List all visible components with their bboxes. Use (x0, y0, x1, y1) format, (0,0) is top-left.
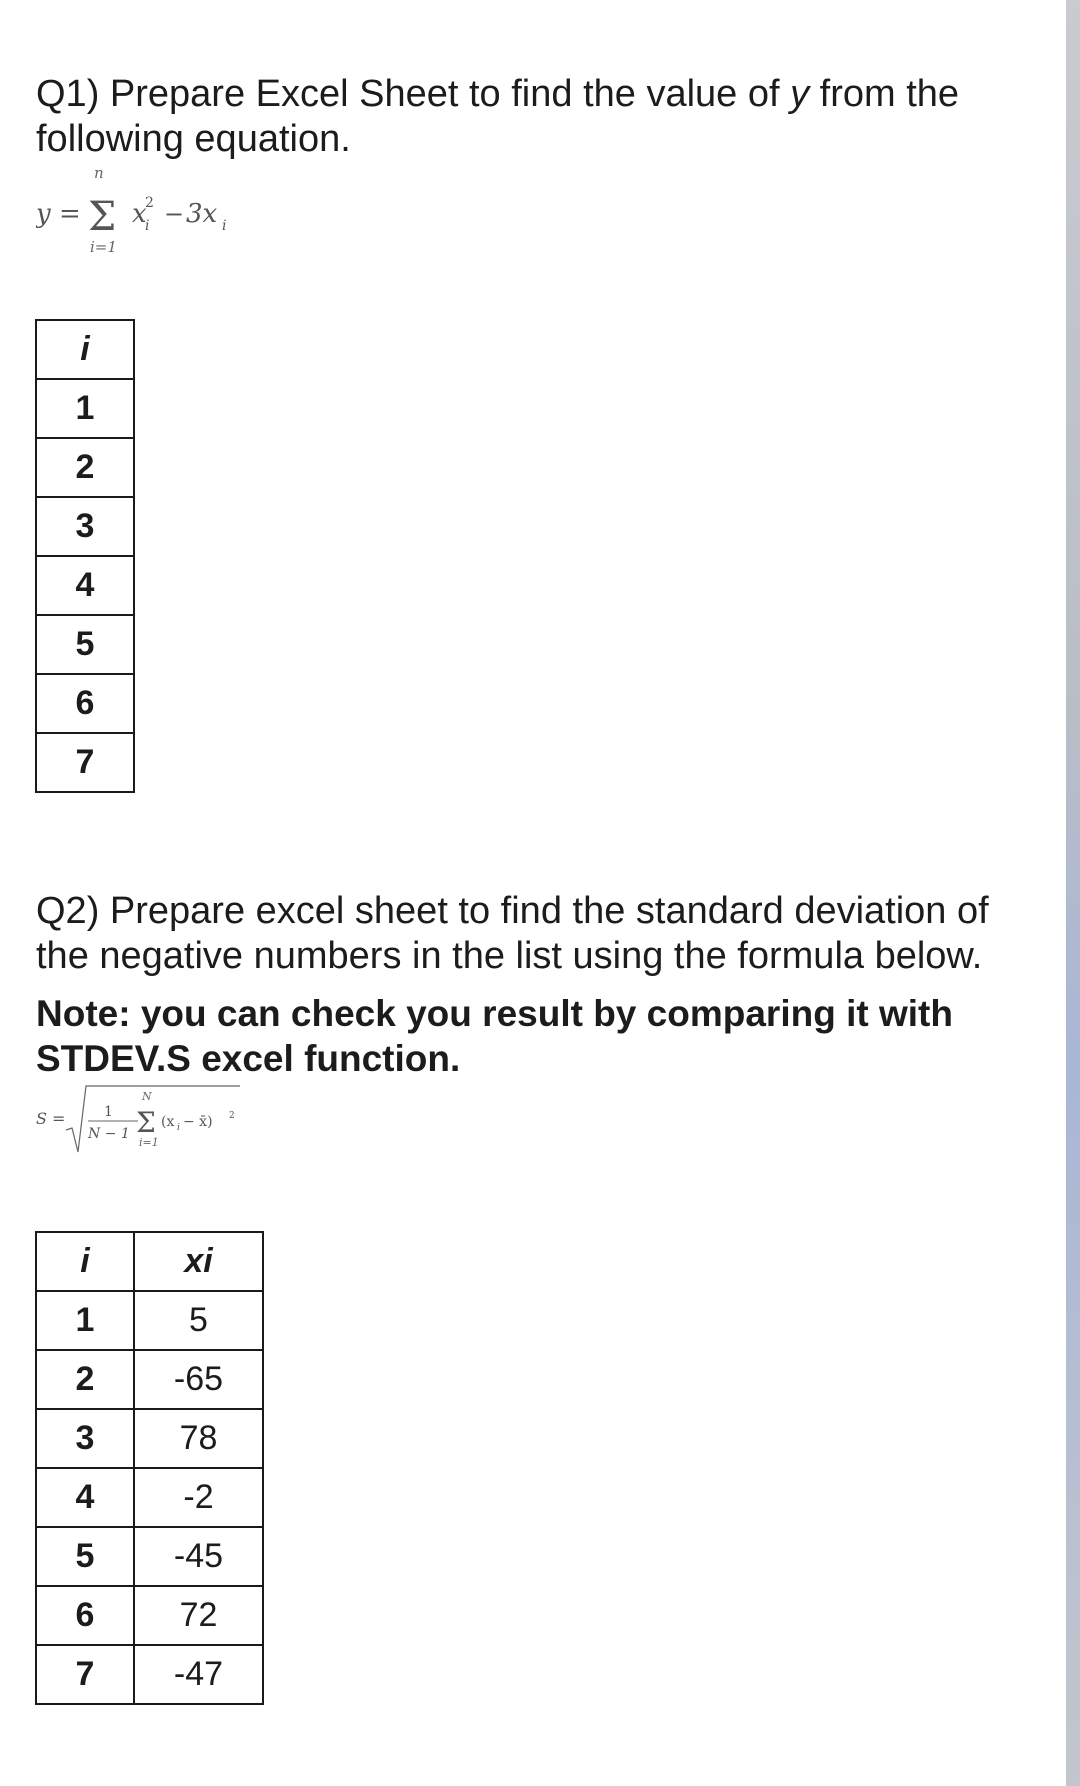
q1-formula-term-base: x (132, 199, 147, 229)
q2-formula-frac-num: 1 (104, 1104, 113, 1120)
q2-formula (36, 1082, 296, 1162)
table-row (36, 1291, 263, 1350)
q1-formula-sum-lower: i=1 (90, 238, 117, 256)
q2-header-i: i (36, 1232, 134, 1291)
q2-cell-i: 2 (36, 1350, 134, 1409)
table-row (36, 674, 134, 733)
q2-formula-lhs: S = (36, 1109, 66, 1128)
q1-formula-lhs: y = (36, 199, 81, 229)
q1-text-part1: Q1) Prepare Excel Sheet to find the value of (36, 73, 791, 115)
q2-cell-i: 4 (36, 1468, 134, 1527)
table-row (36, 615, 134, 674)
table-row (36, 497, 134, 556)
q1-cell-i: 1 (36, 379, 134, 438)
q2-header-xi: xi (134, 1232, 263, 1291)
table-header-row (36, 320, 134, 379)
q2-cell-xi: 72 (134, 1586, 263, 1645)
q1-cell-i: 5 (36, 615, 134, 674)
q1-cell-i: 3 (36, 497, 134, 556)
table-row (36, 1645, 263, 1704)
q2-note: Note: you can check you result by comparing it with STDEV.S excel function. (36, 993, 953, 1079)
q2-formula-sum-lower: i=1 (139, 1136, 159, 1149)
q2-formula-sigma: Σ (136, 1106, 156, 1139)
table-row (36, 1409, 263, 1468)
q1-formula (36, 160, 296, 260)
q1-formula-term-sub: i (145, 218, 150, 234)
q2-formula-sum-upper: N (142, 1090, 152, 1103)
q1-question (36, 72, 1016, 162)
q2-formula-term-rest: − x̄) (183, 1114, 213, 1130)
q2-formula-term: (x (161, 1114, 175, 1130)
q2-formula-frac-den: N − 1 (88, 1126, 130, 1142)
table-row (36, 438, 134, 497)
q1-formula-sigma: Σ (88, 194, 117, 240)
table-row (36, 379, 134, 438)
q2-formula-term-sub: i (177, 1123, 180, 1133)
q1-cell-i: 7 (36, 733, 134, 792)
q2-cell-xi: 78 (134, 1409, 263, 1468)
q2-cell-xi: -65 (134, 1350, 263, 1409)
table-row (36, 1586, 263, 1645)
q2-question: Q2) Prepare excel sheet to find the standard deviation of the negative numbers in the list using the formula below. (36, 890, 989, 977)
q2-formula-term-sup: 2 (229, 1111, 235, 1121)
q1-header-i: i (36, 320, 134, 379)
q2-table (35, 1231, 264, 1705)
q2-cell-i: 5 (36, 1527, 134, 1586)
table-row (36, 556, 134, 615)
q2-cell-i: 6 (36, 1586, 134, 1645)
q1-formula-term-sup: 2 (145, 195, 154, 211)
table-header-row (36, 1232, 263, 1291)
q1-formula-sum-upper: n (94, 164, 104, 182)
q2-cell-xi: -45 (134, 1527, 263, 1586)
q2-cell-xi: -47 (134, 1645, 263, 1704)
table-row (36, 1527, 263, 1586)
q2-cell-xi: -2 (134, 1468, 263, 1527)
right-edge-strip (1066, 0, 1080, 1786)
table-row (36, 733, 134, 792)
table-row (36, 1468, 263, 1527)
q1-cell-i: 4 (36, 556, 134, 615)
q1-formula-term2-sub: i (222, 218, 227, 234)
q2-cell-i: 3 (36, 1409, 134, 1468)
q1-text-part2: from the following equation. (36, 73, 960, 160)
table-row (36, 1350, 263, 1409)
q1-table (35, 319, 135, 793)
q2-cell-xi: 5 (134, 1291, 263, 1350)
q1-cell-i: 6 (36, 674, 134, 733)
q1-formula-term2: 3x (186, 199, 218, 229)
q1-cell-i: 2 (36, 438, 134, 497)
q2-cell-i: 1 (36, 1291, 134, 1350)
q1-formula-minus: − (164, 200, 185, 228)
q2-cell-i: 7 (36, 1645, 134, 1704)
q1-text-var: y (790, 73, 810, 115)
